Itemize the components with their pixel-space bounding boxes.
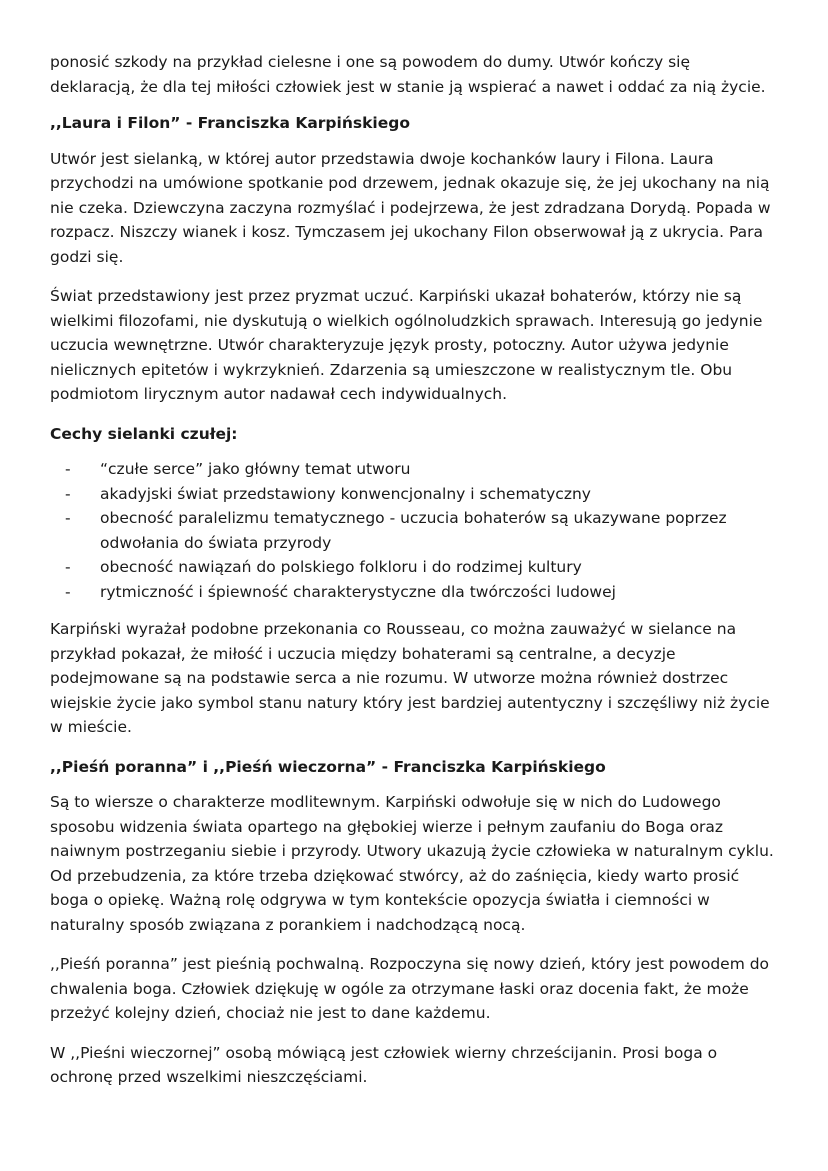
- list-item: - obecność paralelizmu tematycznego - uczucia bohaterów są ukazywane poprzez odwołania do świata przyrody: [50, 506, 778, 555]
- features-list: [50, 457, 778, 604]
- piesn-wieczorna-paragraph: W ,,Pieśni wieczornej” osobą mówiącą jest człowiek wierny chrześcijanin. Prosi boga o ochronę przed wszelkimi nieszczęściami.: [50, 1043, 718, 1086]
- features-heading: Cechy sielanki czułej:: [50, 424, 238, 443]
- laura-filon-analysis: Świat przedstawiony jest przez pryzmat uczuć. Karpiński ukazał bohaterów, którzy nie są wielkimi filozofami, nie dyskutują o wielkich ogólnoludzkich sprawach. Interesują go jedynie uczucia wewnętrzne. Utwór charakteryzuje język prosty, potoczny. Autor używa jedynie nielicznych epitetów i wykrzyknień. Zdarzenia są umieszczone w realistycznym tle. Obu podmiotom lirycznym autor nadawał cech indywidualnych.: [50, 287, 763, 403]
- list-item: - akadyjski świat przedstawiony konwencjonalny i schematyczny: [50, 482, 778, 507]
- laura-filon-summary: Utwór jest sielanką, w której autor przedstawia dwoje kochanków laury i Filona. Laura przychodzi na umówione spotkanie pod drzewem, jednak okazuje się, że jej ukochany na nią nie czeka. Dziewczyna zaczyna rozmyślać i podejrzewa, że jest zdradzana Dorydą. Popada w rozpacz. Niszczy wianek i kosz. Tymczasem jej ukochany Filon obserwował ją z ukrycia. Para godzi się.: [50, 149, 771, 266]
- list-item: - “czułe serce” jako główny temat utworu: [50, 457, 778, 482]
- piesni-heading: ,,Pieśń poranna” i ,,Pieśń wieczorna” - Franciszka Karpińskiego: [50, 757, 606, 776]
- piesni-overview: Są to wiersze o charakterze modlitewnym. Karpiński odwołuje się w nich do Ludowego sposobu widzenia świata opartego na głębokiej wierze i pełnym zaufaniu do Boga oraz naiwnym postrzeganiu siebie i przyrody. Utwory ukazują życie człowieka w naturalnym cyklu. Od przebudzenia, za które trzeba dziękować stwórcy, aż do zaśnięcia, kiedy warto prosić boga o opiekę. Ważną rolę odgrywa w tym kontekście opozycja światła i ciemności w naturalny sposób związana z porankiem i nadchodzącą nocą.: [50, 793, 774, 934]
- rousseau-paragraph: Karpiński wyrażał podobne przekonania co Rousseau, co można zauważyć w sielance na przykład pokazał, że miłość i uczucia między bohaterami są centralne, a decyzje podejmowane są na podstawie serca a nie rozumu. W utworze można również dostrzec wiejskie życie jako symbol stanu natury który jest bardziej autentyczny i szczęśliwy niż życie w mieście.: [50, 620, 770, 736]
- laura-filon-heading: ,,Laura i Filon” - Franciszka Karpińskiego: [50, 114, 410, 132]
- intro-paragraph: ponosić szkody na przykład cielesne i one są powodem do dumy. Utwór kończy się deklaracją, że dla tej miłości człowiek jest w stanie ją wspierać a nawet i oddać za nią życie.: [50, 53, 766, 96]
- piesn-poranna-paragraph: ,,Pieśń poranna” jest pieśnią pochwalną. Rozpoczyna się nowy dzień, który jest powodem do chwalenia boga. Człowiek dziękuję w ogóle za otrzymane łaski oraz docenia fakt, że może przeżyć kolejny dzień, chociaż nie jest to dane każdemu.: [50, 955, 770, 1022]
- list-item: - obecność nawiązań do polskiego folkloru i do rodzimej kultury: [50, 555, 778, 580]
- list-item: - rytmiczność i śpiewność charakterystyczne dla twórczości ludowej: [50, 580, 778, 605]
